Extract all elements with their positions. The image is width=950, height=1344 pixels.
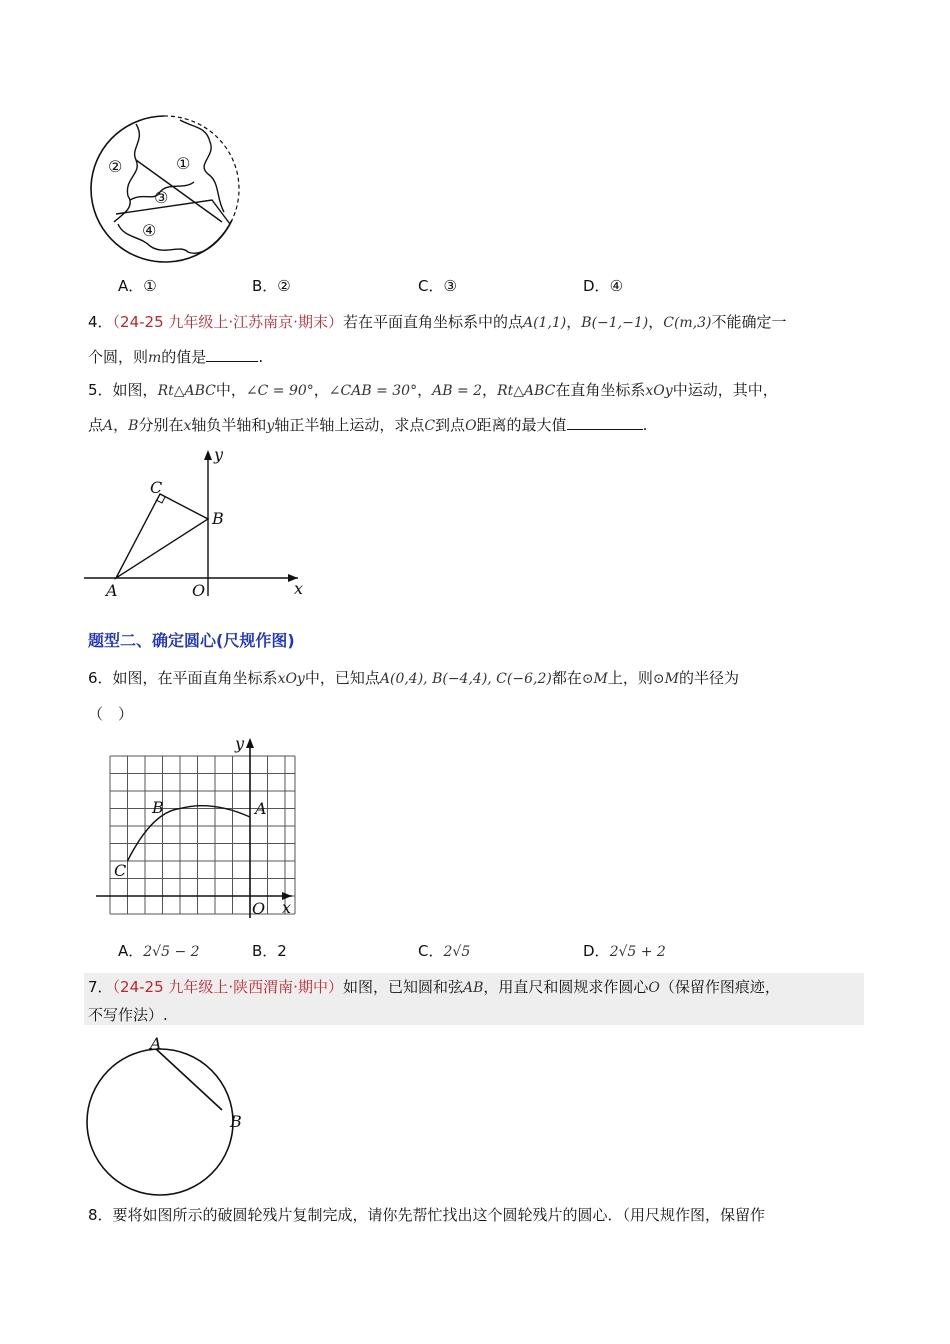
q4-answer-blank[interactable] (206, 345, 258, 362)
q5-fig-y: y (214, 446, 224, 464)
q7-line1: 7．（24-25 九年级上·陕西渭南·期中）如图，已知圆和弦AB，用直尺和圆规求作圆心O（保留作图痕迹， (88, 978, 780, 996)
q6-fig-x: x (282, 898, 292, 917)
q3-region-1: ① (176, 154, 191, 173)
q5-line1: 5．如图，Rt△ABC中，∠C = 90°，∠CAB = 30°，AB = 2，Rt△ABC在直角坐标系xOy中运动，其中， (88, 381, 778, 399)
q3-region-3: ③ (154, 188, 169, 207)
q3-region-2: ② (108, 157, 123, 176)
q3-option-c[interactable]: C．③ (418, 277, 457, 295)
q7-figure (80, 1032, 260, 1197)
q5-line2: 点A，B分别在x轴负半轴和y轴正半轴上运动，求点C到点O距离的最大值 . (88, 413, 647, 437)
q7-source: （24-25 九年级上·陕西渭南·期中） (112, 978, 343, 996)
section-title: 题型二、确定圆心(尺规作图) (88, 631, 295, 650)
q6-fig-c: C (114, 861, 127, 880)
q4-line1: 4．（24-25 九年级上·江苏南京·期末）若在平面直角坐标系中的点A(1,1)，B(−1,−1)，C(m,3)不能确定一 (88, 313, 787, 331)
q4-source: （24-25 九年级上·江苏南京·期末） (112, 313, 343, 331)
q3-option-b[interactable]: B．② (252, 277, 291, 295)
q6-fig-o: O (252, 899, 266, 918)
q7-line2: 不写作法）. (88, 1006, 168, 1024)
q6-paren: （ ） (88, 705, 134, 723)
q6-fig-y: y (235, 734, 245, 753)
q6-fig-b: B (152, 798, 164, 817)
q3-option-d[interactable]: D．④ (583, 277, 624, 295)
q5-figure (84, 446, 314, 606)
q6-line1: 6．如图，在平面直角坐标系xOy中，已知点A(0,4), B(−4,4), C(−6,2)都在⊙M上，则⊙M的半径为 (88, 669, 740, 687)
q5-fig-c: C (150, 478, 163, 497)
q3-figure (84, 112, 244, 267)
q5-fig-x: x (294, 579, 304, 598)
q7-fig-b: B (230, 1112, 242, 1131)
q5-fig-a: A (106, 581, 118, 600)
q5-answer-blank[interactable] (567, 413, 643, 430)
q3-option-a[interactable]: A．① (118, 277, 157, 295)
q6-option-b[interactable]: B．2 (252, 942, 287, 960)
q5-fig-o: O (192, 581, 206, 600)
q8-line1: 8．要将如图所示的破圆轮残片复制完成，请你先帮忙找出这个圆轮残片的圆心．（用尺规作图，保留作 (88, 1206, 766, 1224)
q6-figure (92, 732, 302, 922)
q6-option-c[interactable]: C．2√5 (418, 942, 471, 960)
q5-fig-b: B (212, 509, 224, 528)
q4-line2: 个圆，则m的值是 . (88, 345, 263, 369)
q3-region-4: ④ (142, 221, 157, 240)
q7-fig-a: A (150, 1034, 162, 1053)
q6-option-d[interactable]: D．2√5 + 2 (583, 942, 666, 960)
q6-fig-a: A (255, 799, 267, 818)
q6-option-a[interactable]: A．2√5 − 2 (118, 942, 200, 960)
